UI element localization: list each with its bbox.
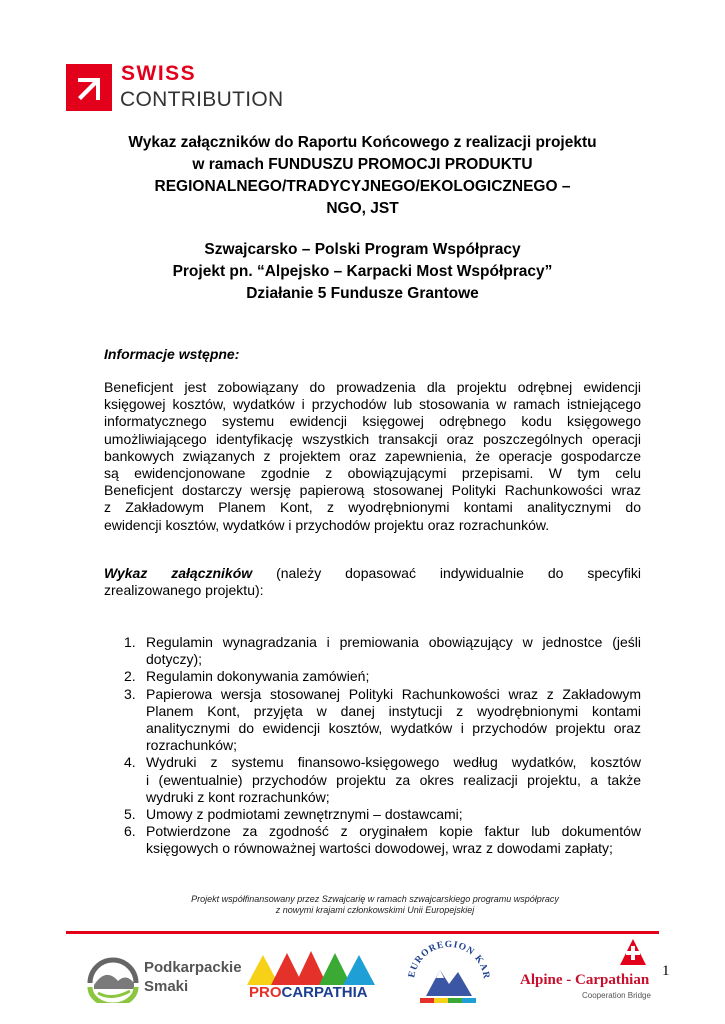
swiss-contribution-logo bbox=[66, 64, 326, 112]
list-item-line: Umowy z podmiotami zewnętrznymi – dostawcami; bbox=[146, 806, 463, 823]
list-item-number: 6. bbox=[124, 823, 136, 840]
alpine-carpathian-text: Alpine - Carpathian bbox=[520, 972, 650, 988]
title-line: Wykaz załączników do Raportu Końcowego z realizacji projektu bbox=[128, 134, 597, 151]
paragraph-line: informatycznego systemu ewidencji księgowej odrębnego kodu księgowego bbox=[104, 413, 641, 430]
intro-paragraph bbox=[104, 379, 641, 534]
attachments-list bbox=[104, 634, 641, 858]
cofinancing-note-line: z nowymi krajami członkowskimi Unii Europejskiej bbox=[275, 905, 475, 915]
list-item bbox=[104, 634, 641, 668]
list-item-number: 2. bbox=[124, 668, 136, 685]
carpathia-text: CARPATHIA bbox=[281, 984, 368, 1001]
alpine-swiss-cross-icon bbox=[616, 937, 650, 967]
podkarpackie-smaki-logo bbox=[86, 953, 242, 1008]
list-item-line: Potwierdzone za zgodność z oryginałem kopie faktur lub dokumentów bbox=[146, 823, 641, 840]
swiss-logo-arrow-icon bbox=[66, 64, 112, 111]
paragraph-line: Beneficjent jest zobowiązany do prowadzenia dla projektu odrębnej ewidencji bbox=[104, 379, 641, 395]
cofinancing-note-line: Projekt współfinansowany przez Szwajcarię w ramach szwajcarskiego programu współpracy bbox=[191, 894, 559, 904]
paragraph-line: ewidencji kosztów, wydatków i przychodów projektu oraz rozrachunków. bbox=[104, 516, 550, 533]
logo-contribution-text: CONTRIBUTION bbox=[120, 88, 284, 111]
page-number: 1 bbox=[662, 963, 670, 979]
list-item bbox=[104, 823, 641, 857]
euroregion-karpacki-logo bbox=[406, 940, 492, 1012]
title-line: REGIONALNEGO/TRADYCYJNEGO/EKOLOGICZNEGO – bbox=[154, 178, 571, 195]
document-subtitle bbox=[90, 239, 635, 305]
paragraph-line: Beneficjent dostarczy wersję papierową stosowanej Polityki Rachunkowości wraz bbox=[104, 482, 641, 499]
footer-logos bbox=[0, 940, 725, 1015]
attachments-heading bbox=[104, 565, 641, 599]
list-item-line: Planem Kont, przyjęta w danej instytucji z wyodrębnionymi kontami bbox=[146, 702, 641, 719]
subtitle-line: Szwajcarsko – Polski Program Współpracy bbox=[204, 241, 521, 258]
list-item-line: i (ewentualnie) przychodów projektu za okres realizacji projektu, a także bbox=[146, 771, 641, 788]
attachments-heading-line bbox=[104, 565, 641, 582]
swiss-logo-square bbox=[66, 64, 112, 111]
footer-divider bbox=[66, 931, 659, 934]
list-item-line: Regulamin dokonywania zamówień; bbox=[146, 668, 370, 685]
list-item-line: Papierowa wersja stosowanej Polityki Rachunkowości wraz z Zakładowym bbox=[146, 685, 641, 702]
attachments-heading-line: zrealizowanego projektu): bbox=[104, 582, 264, 599]
list-item bbox=[104, 754, 641, 806]
attachments-heading-rest: (należy dopasować indywidualnie do specyfiki bbox=[276, 565, 641, 581]
list-item-line: Regulamin wynagradzania i premiowania obowiązujący w jednostce (jeśli bbox=[146, 634, 641, 650]
euroregion-emblem-icon bbox=[406, 940, 492, 1012]
cofinancing-note bbox=[120, 894, 630, 916]
subtitle-line: Projekt pn. “Alpejsko – Karpacki Most Współpracy” bbox=[172, 263, 553, 280]
euroregion-arc-text: EUROREGION KAR bbox=[407, 940, 492, 981]
list-item-number: 1. bbox=[124, 634, 136, 650]
list-item-line: rozrachunków; bbox=[146, 737, 238, 754]
title-line: w ramach FUNDUSZU PROMOCJI PRODUKTU bbox=[192, 156, 533, 173]
procarpathia-triangles-icon bbox=[247, 951, 375, 985]
subtitle-line: Działanie 5 Fundusze Grantowe bbox=[246, 285, 479, 302]
list-item-line: dotyczy); bbox=[146, 651, 203, 668]
paragraph-line: bankowych związanych z projektem oraz zapewnienia, że operacje gospodarcze bbox=[104, 447, 641, 464]
title-line: NGO, JST bbox=[326, 200, 399, 217]
paragraph-line: księgowej kosztów, wydatków i przychodów lub stosowania w ramach istniejącego bbox=[104, 396, 641, 413]
list-item bbox=[104, 686, 641, 755]
document-title bbox=[90, 132, 635, 220]
list-item-number: 5. bbox=[124, 806, 136, 823]
svg-text:EUROREGION KARPACKI bbox=[406, 940, 491, 980]
paragraph-line: umożliwiającego identyfikację wszystkich transakcji oraz poszczególnych operacji bbox=[104, 430, 641, 447]
logo-swiss-text: SWISS bbox=[121, 62, 197, 85]
list-item-number: 4. bbox=[124, 754, 136, 771]
cooperation-bridge-text: Cooperation Bridge bbox=[582, 991, 651, 1000]
list-item-line: wydruki z kont rozrachunków; bbox=[146, 788, 330, 805]
list-item-line: Wydruki z systemu finansowo-księgowego według wydatków, kosztów bbox=[146, 754, 641, 771]
paragraph-line: są ewidencjonowane zgodnie z obowiązującymi przepisami. W tym celu bbox=[104, 465, 641, 482]
list-item bbox=[104, 668, 641, 685]
paragraph-line: z Zakładowym Planem Kont, z wyodrębnionymi kontami analitycznymi do bbox=[104, 499, 641, 516]
intro-heading: Informacje wstępne: bbox=[104, 346, 240, 362]
list-item-line: analitycznymi do ewidencji kosztów, wydatków i przychodów projektu oraz bbox=[146, 720, 641, 737]
podkarpackie-text: Podkarpackie bbox=[144, 959, 242, 976]
attachments-heading-bold: Wykaz załączników bbox=[104, 565, 253, 581]
procarpathia-logo bbox=[247, 951, 377, 1003]
podkarpackie-smaki-emblem-icon bbox=[86, 957, 140, 1003]
procarpathia-text bbox=[249, 984, 368, 1001]
list-item-number: 3. bbox=[124, 685, 136, 702]
alpine-carpathian-logo bbox=[518, 937, 668, 1015]
smaki-text: Smaki bbox=[144, 978, 189, 995]
pro-text: PRO bbox=[249, 984, 282, 1001]
list-item bbox=[104, 806, 641, 823]
list-item-line: księgowych o równoważnej wartości dowodowej, wraz z dowodami zapłaty; bbox=[146, 840, 613, 857]
